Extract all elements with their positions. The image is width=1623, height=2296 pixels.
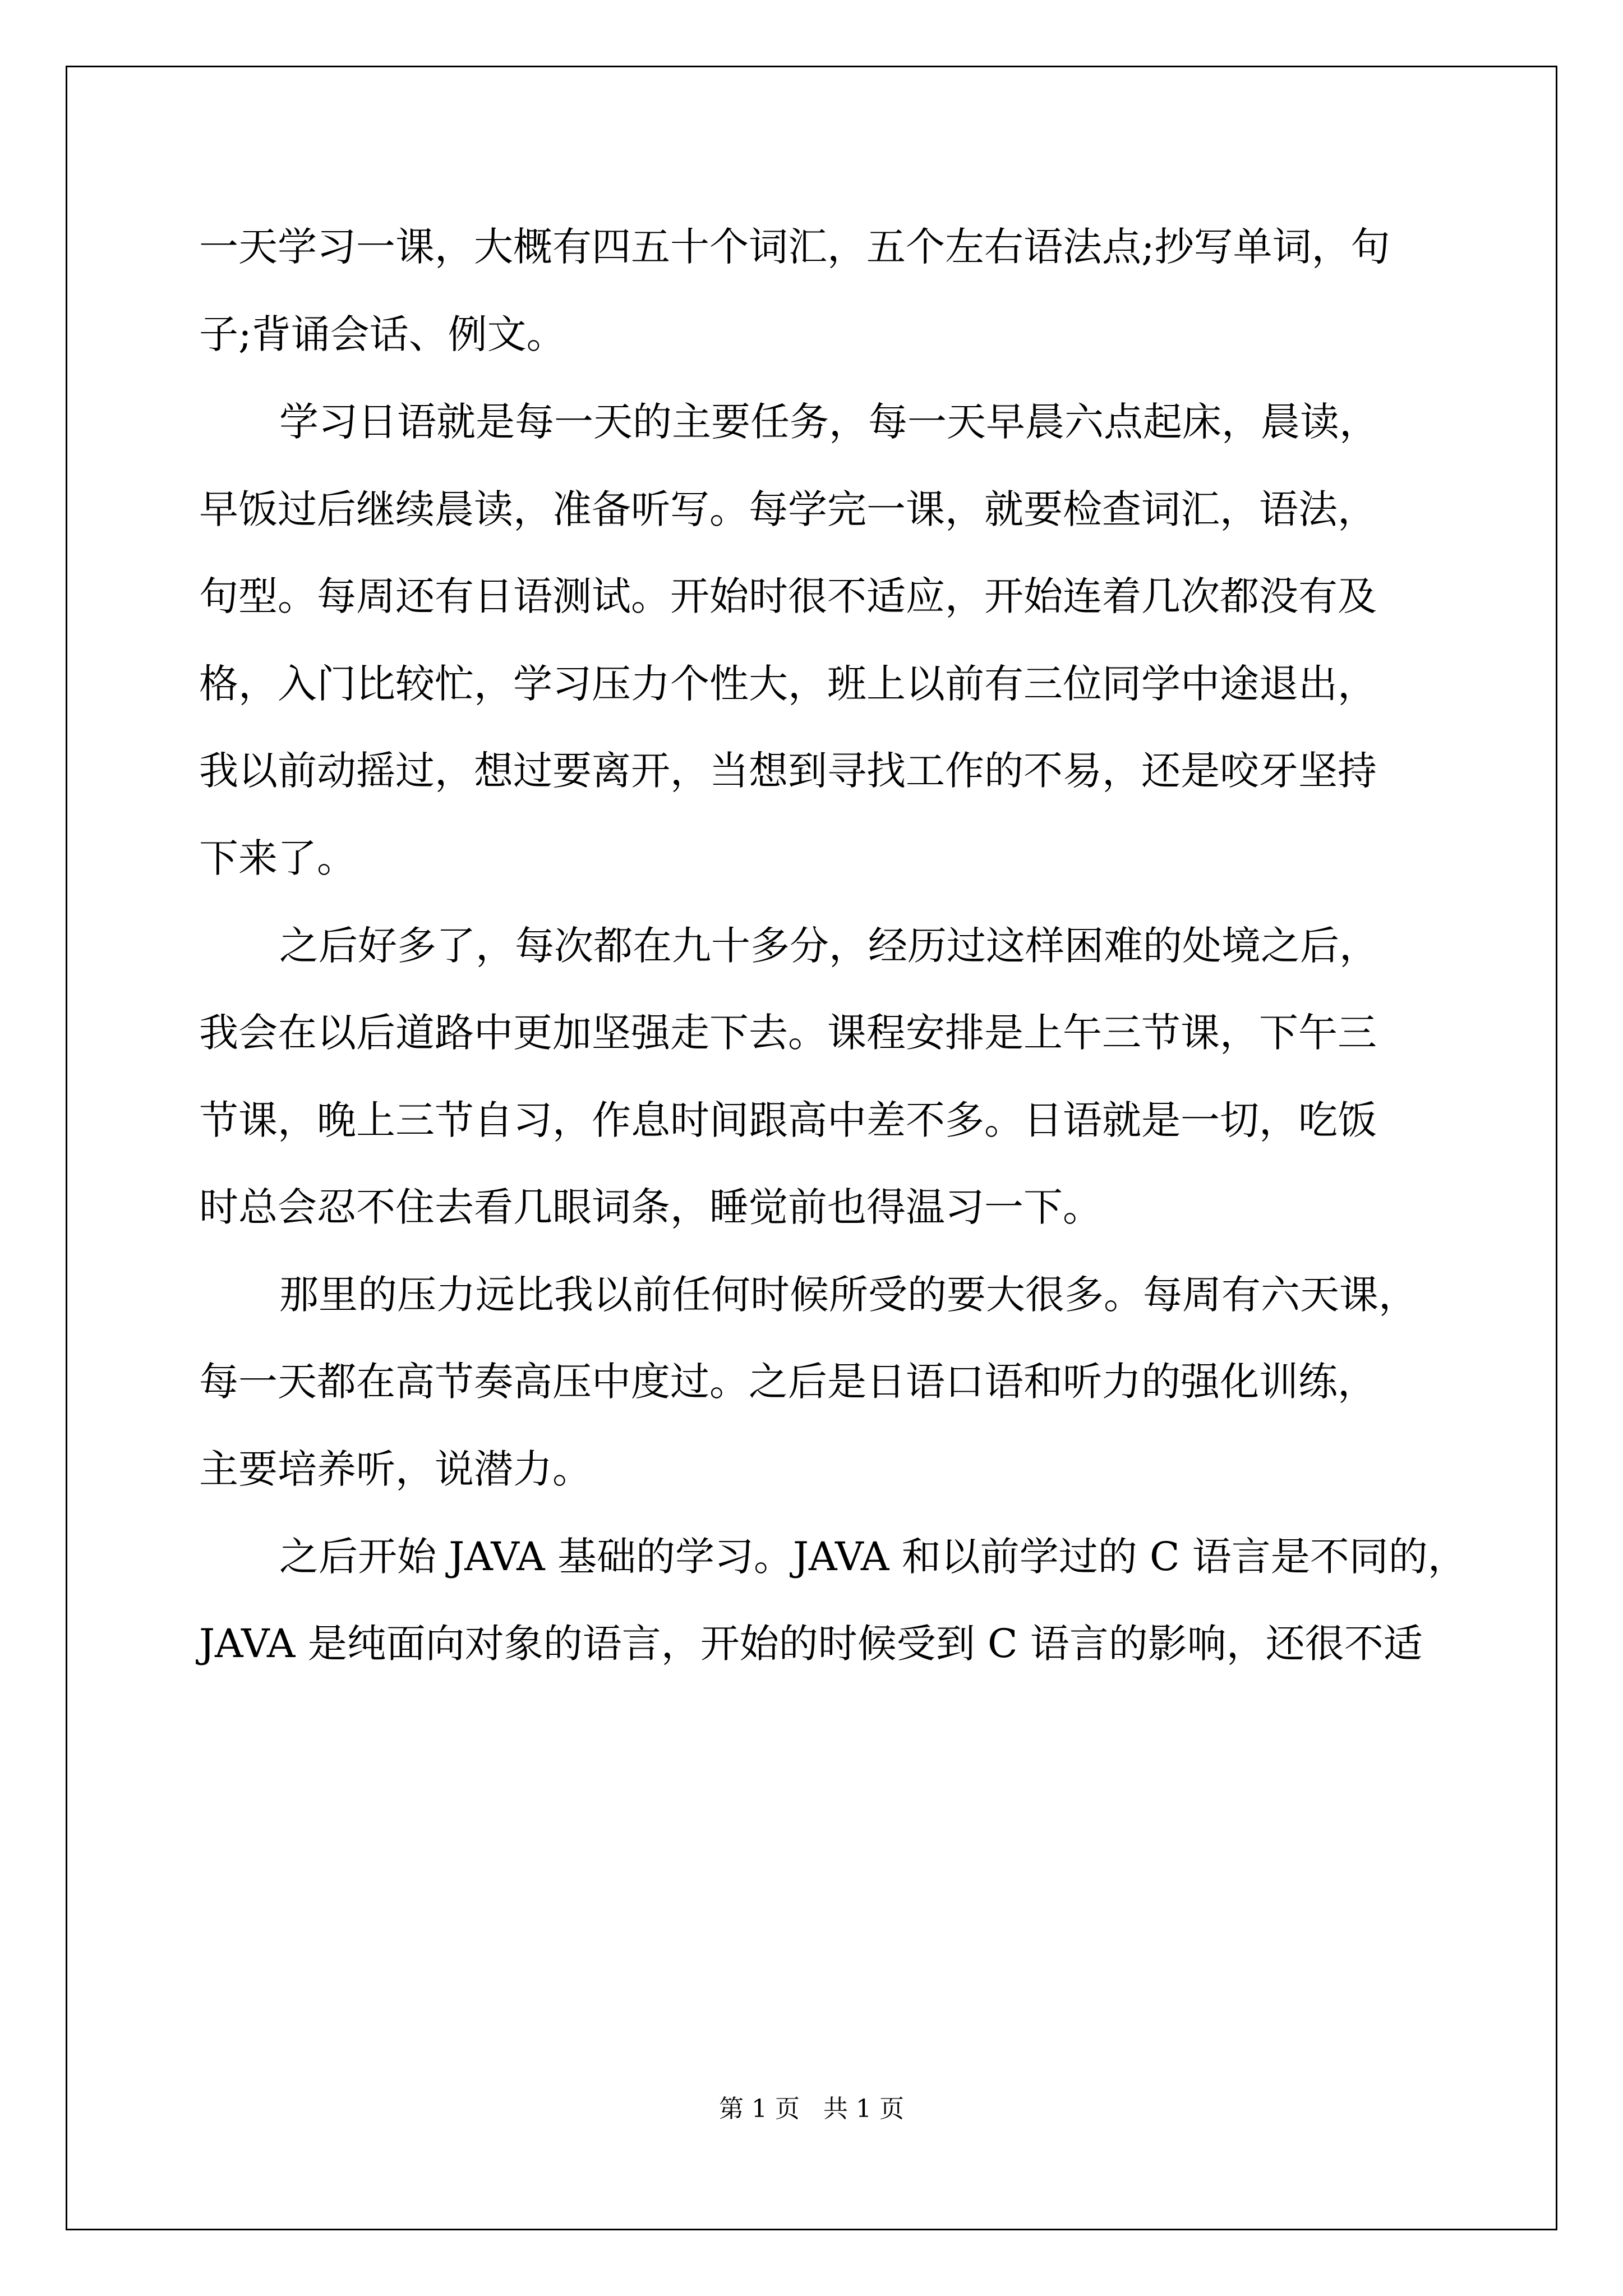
- paragraph-start-line: 之后开始 JAVA 基础的学习。JAVA 和以前学过的 C 语言是不同的，: [279, 1534, 1467, 1580]
- text-line: 下来了。: [199, 835, 356, 881]
- text-line: 句型。每周还有日语测试。开始时很不适应，开始连着几次都没有及: [199, 573, 1377, 619]
- paragraph-start-line: 之后好多了，每次都在九十多分，经历过这样困难的处境之后，: [279, 923, 1378, 969]
- text-line: 时总会忍不住去看几眼词条，睡觉前也得温习一下。: [199, 1184, 1102, 1230]
- text-line: 每一天都在高节奏高压中度过。之后是日语口语和听力的强化训练，: [199, 1359, 1377, 1405]
- text-line: 一天学习一课，大概有四五十个词汇，五个左右语法点;抄写单词，句: [199, 224, 1390, 270]
- text-line: 我以前动摇过，想过要离开，当想到寻找工作的不易，还是咬牙坚持: [199, 748, 1377, 794]
- page-number-footer: 第 1 页 共 1 页: [719, 2095, 904, 2123]
- text-line: 子;背诵会话、例文。: [199, 311, 566, 357]
- paragraph-start-line: 学习日语就是每一天的主要任务，每一天早晨六点起床，晨读，: [279, 399, 1378, 445]
- text-line: 节课，晚上三节自习，作息时间跟高中差不多。日语就是一切，吃饭: [199, 1097, 1377, 1143]
- paragraph-start-line: 那里的压力远比我以前任何时候所受的要大很多。每周有六天课，: [279, 1272, 1418, 1318]
- text-line: 格，入门比较忙，学习压力个性大，班上以前有三位同学中途退出，: [199, 661, 1377, 707]
- text-line: JAVA 是纯面向对象的语言，开始的时候受到 C 语言的影响，还很不适: [199, 1621, 1423, 1667]
- text-line: 早饭过后继续晨读，准备听写。每学完一课，就要检查词汇，语法，: [199, 486, 1377, 532]
- text-line: 我会在以后道路中更加坚强走下去。课程安排是上午三节课，下午三: [199, 1010, 1377, 1056]
- text-line: 主要培养听，说潜力。: [199, 1446, 592, 1492]
- page-border: [66, 66, 1557, 2230]
